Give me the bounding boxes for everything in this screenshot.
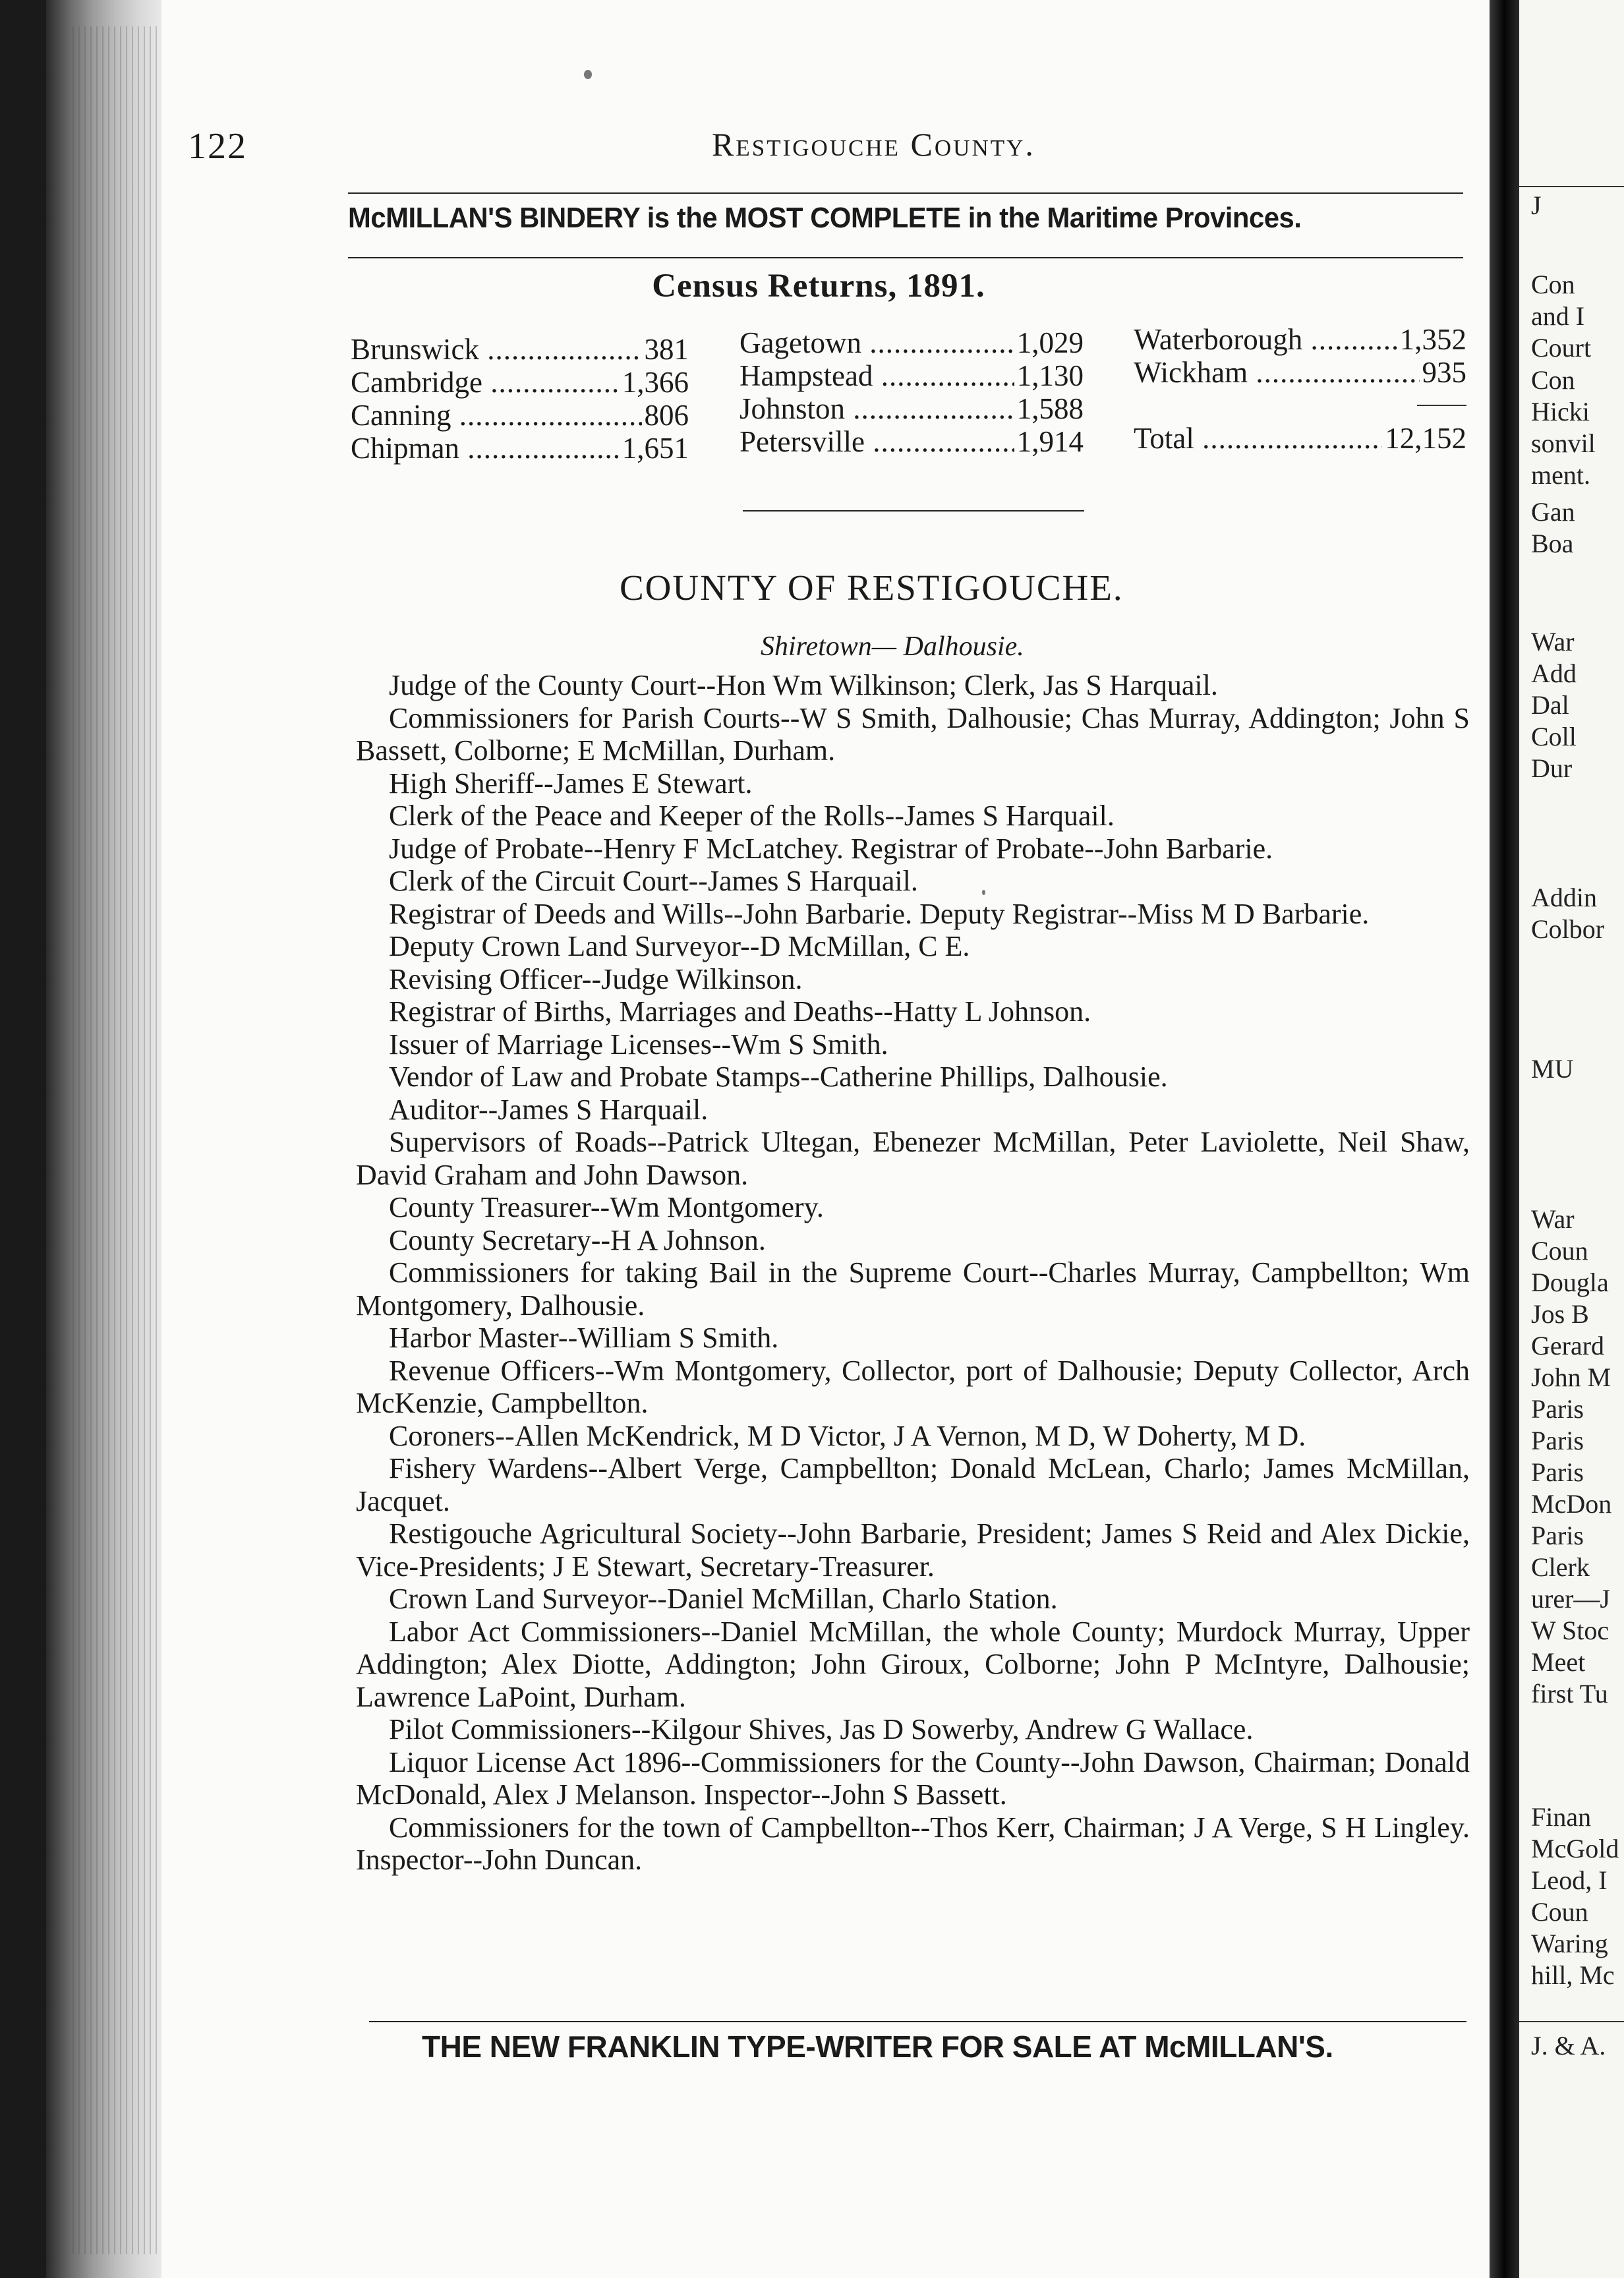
adjacent-text-fragment: Add (1531, 658, 1577, 688)
shiretown: Shiretown— Dalhousie. (761, 631, 1024, 662)
census-value: 806 (642, 399, 689, 432)
census-value: 1,914 (1014, 425, 1084, 458)
official-entry: Commissioners for taking Bail in the Supreme Court--Charles Murray, Campbellton; Wm Montgomery, Dalhousie. (356, 1256, 1470, 1322)
adjacent-text-fragment: Gan (1531, 497, 1575, 527)
adjacent-text-fragment: sonvil (1531, 428, 1596, 458)
census-title: Census Returns, 1891. (652, 268, 985, 305)
adjacent-text-fragment: Coun (1531, 1897, 1588, 1927)
census-column-1 (351, 333, 689, 465)
official-entry: Deputy Crown Land Surveyor--D McMillan, C E. (389, 930, 970, 962)
census-place: Cambridge ..... (351, 366, 620, 399)
adjacent-header-rule (1519, 186, 1624, 187)
census-total-row (1134, 422, 1466, 455)
adjacent-text-fragment: Boa (1531, 529, 1574, 558)
census-row (1134, 356, 1466, 389)
official-entry: Judge of Probate--Henry F McLatchey. Registrar of Probate--John Barbarie. (389, 832, 1273, 865)
adjacent-text-fragment: Court (1531, 333, 1592, 363)
header-rule (348, 192, 1463, 194)
adjacent-text-fragment: Jos B (1531, 1299, 1589, 1329)
adjacent-text-fragment: and I (1531, 301, 1585, 331)
adjacent-text-fragment: ment. (1531, 460, 1590, 490)
official-entry: Pilot Commissioners--Kilgour Shives, Jas D Sowerby, Andrew G Wallace. (389, 1713, 1254, 1745)
section-divider (743, 510, 1084, 511)
official-entry: Clerk of the Peace and Keeper of the Rolls--James S Harquail. (389, 800, 1115, 832)
official-entry: Liquor License Act 1896--Commissioners for the County--John Dawson, Chairman; Donald McDonald, Alex J Melanson. Inspector--John S Bassett. (356, 1745, 1470, 1811)
census-value: 1,130 (1014, 359, 1084, 392)
census-column-2 (740, 326, 1084, 458)
adjacent-text-fragment: Leod, I (1531, 1865, 1608, 1895)
page-number: 122 (188, 126, 247, 167)
ink-speck (584, 70, 592, 79)
adjacent-text-fragment: Colbor (1531, 914, 1605, 944)
census-place: Johnston ..... (740, 392, 1014, 425)
official-entry: Fishery Wardens--Albert Verge, Campbellton; Donald McLean, Charlo; James McMillan, Jacquet. (356, 1452, 1470, 1517)
adjacent-text-fragment: Dur (1531, 753, 1573, 783)
page-edges (72, 26, 158, 2254)
census-row (1134, 323, 1466, 356)
adjacent-text-fragment: Clerk (1531, 1552, 1590, 1582)
adjacent-text-fragment: John M (1531, 1362, 1611, 1392)
adjacent-text-fragment: Dougla (1531, 1268, 1609, 1297)
official-entry: Supervisors of Roads--Patrick Ultegan, Ebenezer McMillan, Peter Laviolette, Neil Shaw, David Graham and John Dawson. (356, 1126, 1470, 1191)
census-place: Brunswick ..... (351, 333, 642, 366)
adjacent-text-fragment: Paris (1531, 1521, 1584, 1550)
census-value: 1,029 (1014, 326, 1084, 359)
adjacent-text-fragment: Con (1531, 365, 1575, 395)
census-row (351, 399, 689, 432)
official-entry: Vendor of Law and Probate Stamps--Catherine Phillips, Dalhousie. (389, 1061, 1168, 1093)
adjacent-text-fragment: War (1531, 627, 1575, 657)
census-place: Total ..... (1134, 422, 1382, 455)
census-row (740, 326, 1084, 359)
county-officials-text (356, 669, 1470, 1877)
census-value: 1,352 (1397, 323, 1466, 356)
adjacent-text-fragment: MU (1531, 1054, 1574, 1084)
adjacent-text-fragment: Paris (1531, 1457, 1584, 1487)
bottom-advertisement: THE NEW FRANKLIN TYPE-WRITER FOR SALE AT McMILLAN'S. (422, 2030, 1333, 2064)
adjacent-text-fragment: urer—J (1531, 1584, 1610, 1614)
page-header (188, 125, 1460, 165)
official-entry: Commissioners for Parish Courts--W S Smith, Dalhousie; Chas Murray, Addington; John S Bassett, Colborne; E McMillan, Durham. (356, 701, 1470, 767)
adjacent-text-fragment: Addin (1531, 883, 1597, 912)
census-row (740, 425, 1084, 458)
census-row (351, 432, 689, 465)
official-entry: Registrar of Births, Marriages and Deaths--Hatty L Johnson. (389, 995, 1091, 1028)
adjacent-text-fragment: War (1531, 1204, 1575, 1234)
adjacent-text-fragment: first Tu (1531, 1679, 1608, 1708)
adjacent-text-fragment: Finan (1531, 1802, 1592, 1832)
adjacent-text-fragment: Coun (1531, 1236, 1588, 1266)
official-entry: Revenue Officers--Wm Montgomery, Collector, port of Dalhousie; Deputy Collector, Arch McKenzie, Campbellton. (356, 1354, 1470, 1419)
census-row (740, 359, 1084, 392)
census-value: 935 (1420, 356, 1467, 389)
official-entry: Restigouche Agricultural Society--John Barbarie, President; James S Reid and Alex Dickie, Vice-Presidents; J E Stewart, Secretary-Treasurer. (356, 1517, 1470, 1583)
census-row (351, 333, 689, 366)
census-value: 1,651 (620, 432, 689, 465)
census-value: 12,152 (1382, 422, 1466, 455)
official-entry: Crown Land Surveyor--Daniel McMillan, Charlo Station. (389, 1583, 1058, 1615)
adjacent-text-fragment: McDon (1531, 1489, 1612, 1519)
census-value: 381 (642, 333, 689, 366)
census-place: Waterborough ..... (1134, 323, 1397, 356)
bottom-rule (369, 2021, 1466, 2022)
top-advertisement: McMILLAN'S BINDERY is the MOST COMPLETE in the Maritime Provinces. (348, 202, 1302, 234)
census-value: 1,588 (1014, 392, 1084, 425)
county-title: COUNTY OF RESTIGOUCHE. (620, 568, 1124, 608)
official-entry: Commissioners for the town of Campbellton--Thos Kerr, Chairman; J A Verge, S H Lingley. Inspector--John Duncan. (356, 1811, 1470, 1876)
official-entry: County Treasurer--Wm Montgomery. (389, 1191, 824, 1223)
census-column-3 (1134, 323, 1466, 455)
adjacent-text-fragment: Meet (1531, 1647, 1586, 1677)
official-entry: Judge of the County Court--Hon Wm Wilkinson; Clerk, Jas S Harquail. (389, 669, 1218, 701)
adjacent-text-fragment: Paris (1531, 1426, 1584, 1455)
adjacent-text-fragment: Coll (1531, 722, 1577, 751)
official-entry: Coroners--Allen McKendrick, M D Victor, J A Vernon, M D, W Doherty, M D. (389, 1419, 1306, 1452)
adjacent-text-fragment: hill, Mc (1531, 1960, 1615, 1990)
official-entry: Clerk of the Circuit Court--James S Harquail. (389, 865, 918, 897)
adjacent-text-fragment: Dal (1531, 690, 1569, 720)
running-head: Restigouche County. (712, 126, 1035, 163)
official-entry: Issuer of Marriage Licenses--Wm S Smith. (389, 1028, 888, 1061)
adjacent-page-fragment (1519, 0, 1624, 2278)
adjacent-bottom-rule (1519, 2021, 1624, 2022)
census-sum-rule (1134, 389, 1466, 422)
adjacent-text-fragment: Con (1531, 270, 1575, 299)
official-entry: County Secretary--H A Johnson. (389, 1223, 766, 1256)
adjacent-text-fragment: Waring (1531, 1929, 1608, 1958)
adjacent-text-fragment: W Stoc (1531, 1616, 1610, 1645)
ad-rule (348, 257, 1463, 258)
official-entry: Revising Officer--Judge Wilkinson. (389, 962, 803, 995)
official-entry: Harbor Master--William S Smith. (389, 1322, 779, 1354)
official-entry: Auditor--James S Harquail. (389, 1093, 709, 1126)
adjacent-text-fragment: J (1531, 190, 1542, 220)
census-row (351, 366, 689, 399)
official-entry: Registrar of Deeds and Wills--John Barbarie. Deputy Registrar--Miss M D Barbarie. (389, 897, 1370, 930)
adjacent-text-fragment: McGold (1531, 1834, 1619, 1863)
census-row (740, 392, 1084, 425)
adjacent-text-fragment: Paris (1531, 1394, 1584, 1424)
census-place: Hampstead ..... (740, 359, 1014, 392)
census-value: 1,366 (620, 366, 689, 399)
book-gutter (1490, 0, 1519, 2278)
census-place: Petersville ..... (740, 425, 1014, 458)
census-place: Gagetown ..... (740, 326, 1014, 359)
adjacent-text-fragment: J. & A. (1531, 2031, 1606, 2060)
adjacent-text-fragment: Hicki (1531, 397, 1590, 426)
official-entry: High Sheriff--James E Stewart. (389, 767, 753, 800)
official-entry: Labor Act Commissioners--Daniel McMillan, the whole County; Murdock Murray, Upper Addington; Alex Diotte, Addington; John Giroux, Colborne; John P McIntyre, Dalhousie; Lawrence LaPoint, Durham. (356, 1615, 1470, 1713)
adjacent-text-fragment: Gerard (1531, 1331, 1605, 1360)
sum-dash (1417, 405, 1466, 406)
census-place: Canning ..... (351, 399, 642, 432)
census-place: Chipman ..... (351, 432, 620, 465)
census-place: Wickham ..... (1134, 356, 1420, 389)
